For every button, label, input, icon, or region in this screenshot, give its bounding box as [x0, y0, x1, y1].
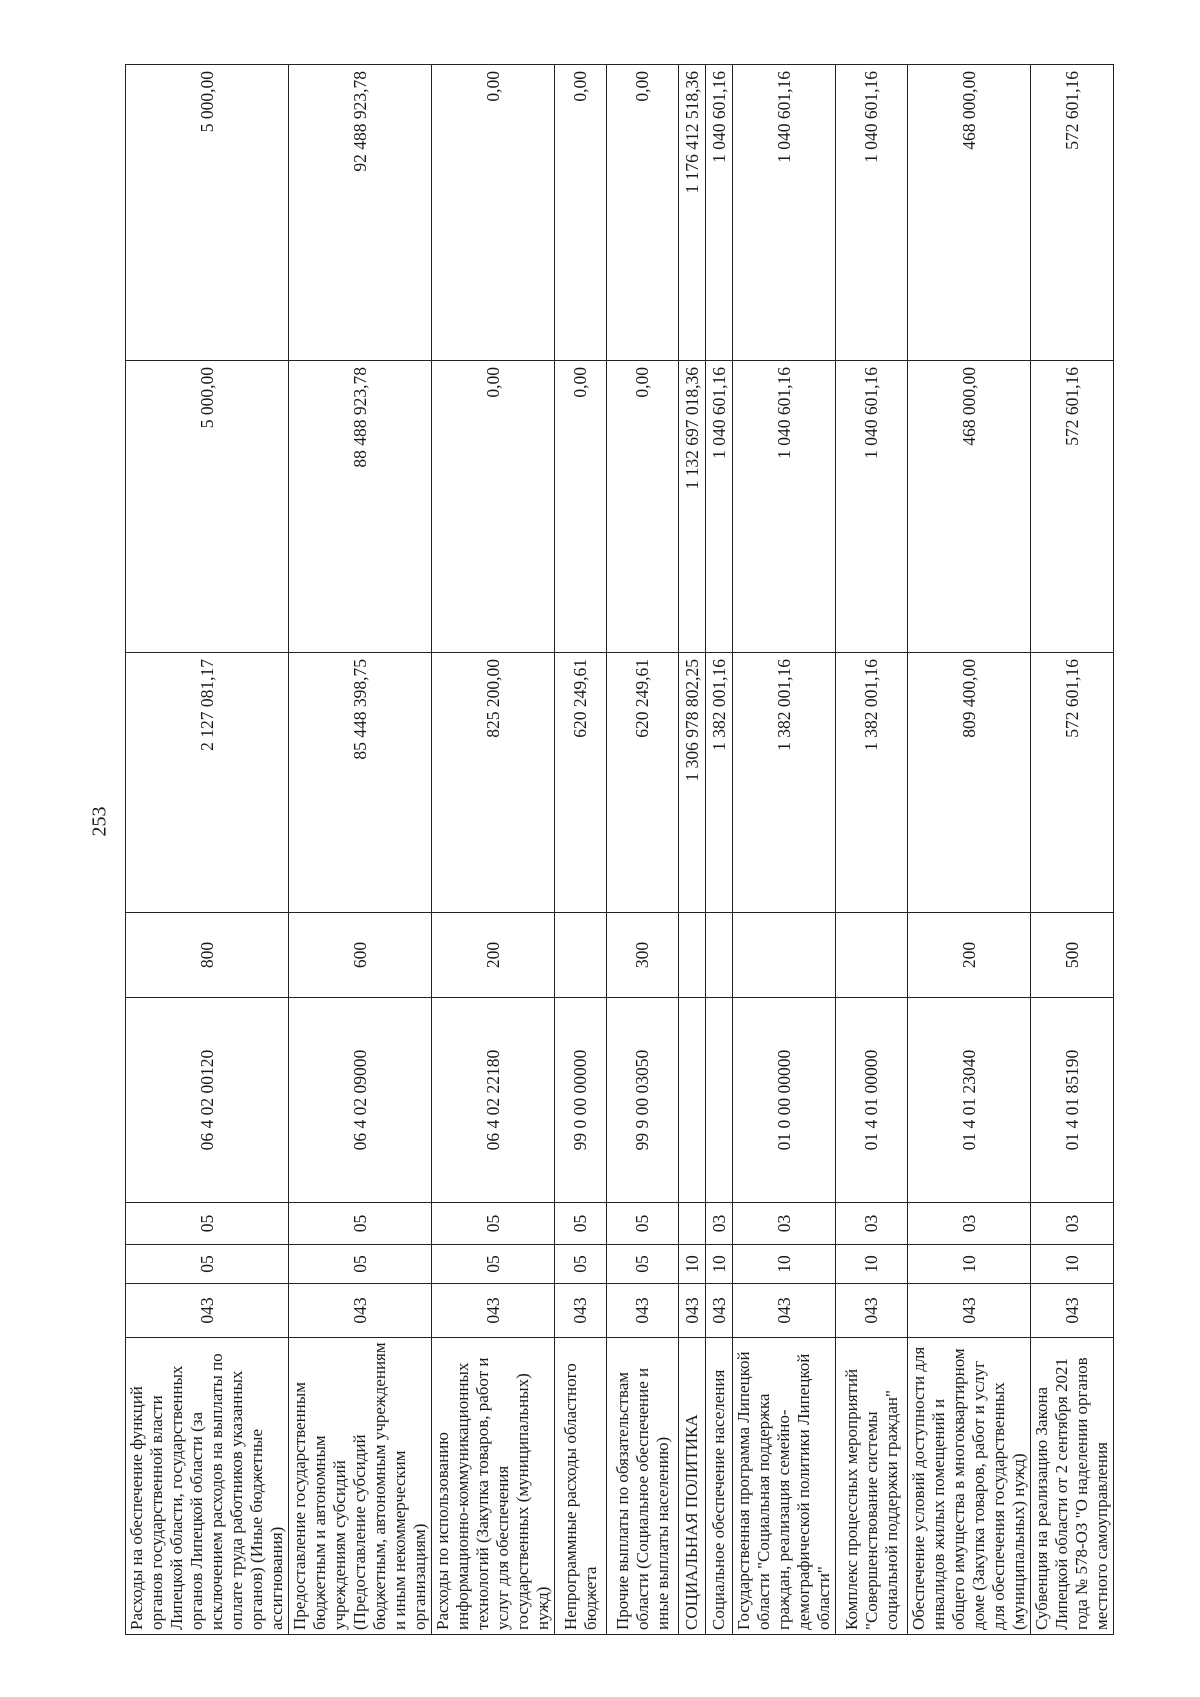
- rotated-page: [125, 65, 1145, 1635]
- subsection-code: 05: [607, 1203, 679, 1245]
- sum-year-2: 1 040 601,16: [733, 361, 836, 653]
- subsection-code: 03: [908, 1203, 1031, 1245]
- glava-code: 043: [555, 1284, 607, 1338]
- row-name: Расходы на обеспечение функций органов государственной власти Липецкой области, государственных органов Липецкой области (за исключением расходов на выплаты по оплате труда работников указанных органов) (Иные бюджетные ассигнования): [126, 1338, 289, 1635]
- target-article-code: 06 4 02 00120: [126, 998, 289, 1203]
- target-article-code: 06 4 02 09000: [289, 998, 432, 1203]
- sum-year-3: 0,00: [555, 65, 607, 361]
- target-article-code: [706, 998, 733, 1203]
- sum-year-1: 620 249,61: [607, 653, 679, 913]
- glava-code: 043: [908, 1284, 1031, 1338]
- target-article-code: 01 4 01 23040: [908, 998, 1031, 1203]
- sum-year-1: 1 382 001,16: [706, 653, 733, 913]
- row-name: Непрограммные расходы областного бюджета: [555, 1338, 607, 1635]
- section-code: 10: [908, 1245, 1031, 1284]
- table-row: [679, 65, 706, 1635]
- sum-year-3: 468 000,00: [908, 65, 1031, 361]
- row-name: Субвенция на реализацию Закона Липецкой области от 2 сентября 2021 года № 578-ОЗ "О наделении органов местного самоуправления: [1031, 1338, 1114, 1635]
- section-code: 05: [607, 1245, 679, 1284]
- sum-year-2: 0,00: [607, 361, 679, 653]
- budget-table: [125, 64, 1114, 1635]
- subsection-code: 03: [836, 1203, 908, 1245]
- subsection-code: 03: [706, 1203, 733, 1245]
- sum-year-2: 1 040 601,16: [836, 361, 908, 653]
- sum-year-3: 5 000,00: [126, 65, 289, 361]
- target-article-code: [679, 998, 706, 1203]
- table-row: [733, 65, 836, 1635]
- table-row: [1031, 65, 1114, 1635]
- sum-year-2: 1 040 601,16: [706, 361, 733, 653]
- row-name: Государственная программа Липецкой области "Социальная поддержка граждан, реализация семейно-демографической политики Липецкой области": [733, 1338, 836, 1635]
- target-article-code: 99 9 00 03050: [607, 998, 679, 1203]
- sum-year-3: 92 488 923,78: [289, 65, 432, 361]
- glava-code: 043: [126, 1284, 289, 1338]
- section-code: 05: [555, 1245, 607, 1284]
- table-row: [432, 65, 555, 1635]
- section-code: 10: [679, 1245, 706, 1284]
- section-code: 10: [706, 1245, 733, 1284]
- expense-type-code: [706, 913, 733, 998]
- sum-year-3: 1 176 412 518,36: [679, 65, 706, 361]
- row-name: Комплекс процессных мероприятий "Совершенствование системы социальной поддержки граждан": [836, 1338, 908, 1635]
- sum-year-2: 572 601,16: [1031, 361, 1114, 653]
- glava-code: 043: [607, 1284, 679, 1338]
- glava-code: 043: [836, 1284, 908, 1338]
- sum-year-2: 88 488 923,78: [289, 361, 432, 653]
- section-code: 05: [126, 1245, 289, 1284]
- expense-type-code: [733, 913, 836, 998]
- sum-year-1: 2 127 081,17: [126, 653, 289, 913]
- sum-year-1: 809 400,00: [908, 653, 1031, 913]
- glava-code: 043: [679, 1284, 706, 1338]
- page-number: 253: [88, 806, 111, 837]
- sum-year-1: 1 382 001,16: [836, 653, 908, 913]
- sum-year-2: 5 000,00: [126, 361, 289, 653]
- sum-year-1: 85 448 398,75: [289, 653, 432, 913]
- expense-type-code: 200: [908, 913, 1031, 998]
- row-name: Прочие выплаты по обязательствам области (Социальное обеспечение и иные выплаты населению): [607, 1338, 679, 1635]
- expense-type-code: 500: [1031, 913, 1114, 998]
- subsection-code: 05: [432, 1203, 555, 1245]
- row-name: СОЦИАЛЬНАЯ ПОЛИТИКА: [679, 1338, 706, 1635]
- sum-year-3: 1 040 601,16: [836, 65, 908, 361]
- subsection-code: 05: [126, 1203, 289, 1245]
- table-row: [555, 65, 607, 1635]
- sum-year-3: 1 040 601,16: [706, 65, 733, 361]
- sum-year-1: 620 249,61: [555, 653, 607, 913]
- target-article-code: 99 0 00 00000: [555, 998, 607, 1203]
- sum-year-2: 0,00: [555, 361, 607, 653]
- row-name: Обеспечение условий доступности для инвалидов жилых помещений и общего имущества в многоквартирном доме (Закупка товаров, работ и услуг для обеспечения государственных (муниципальных) нужд): [908, 1338, 1031, 1635]
- section-code: 05: [289, 1245, 432, 1284]
- sum-year-3: 0,00: [432, 65, 555, 361]
- subsection-code: 03: [733, 1203, 836, 1245]
- table-row: [126, 65, 289, 1635]
- expense-type-code: 600: [289, 913, 432, 998]
- expense-type-code: [679, 913, 706, 998]
- target-article-code: 01 4 01 85190: [1031, 998, 1114, 1203]
- glava-code: 043: [432, 1284, 555, 1338]
- glava-code: 043: [706, 1284, 733, 1338]
- row-name: Расходы по использованию информационно-коммуникационных технологий (Закупка товаров, работ и услуг для обеспечения государственных (муниципальных) нужд): [432, 1338, 555, 1635]
- expense-type-code: 300: [607, 913, 679, 998]
- section-code: 10: [1031, 1245, 1114, 1284]
- table-row: [836, 65, 908, 1635]
- subsection-code: 05: [289, 1203, 432, 1245]
- sum-year-3: 1 040 601,16: [733, 65, 836, 361]
- sum-year-3: 572 601,16: [1031, 65, 1114, 361]
- sum-year-1: 825 200,00: [432, 653, 555, 913]
- sum-year-3: 0,00: [607, 65, 679, 361]
- expense-type-code: 800: [126, 913, 289, 998]
- sum-year-1: 1 306 978 802,25: [679, 653, 706, 913]
- glava-code: 043: [733, 1284, 836, 1338]
- section-code: 05: [432, 1245, 555, 1284]
- table-row: [706, 65, 733, 1635]
- table-row: [607, 65, 679, 1635]
- expense-type-code: [555, 913, 607, 998]
- sum-year-2: 0,00: [432, 361, 555, 653]
- target-article-code: 06 4 02 22180: [432, 998, 555, 1203]
- section-code: 10: [733, 1245, 836, 1284]
- glava-code: 043: [1031, 1284, 1114, 1338]
- expense-type-code: [836, 913, 908, 998]
- row-name: Социальное обеспечение населения: [706, 1338, 733, 1635]
- expense-type-code: 200: [432, 913, 555, 998]
- subsection-code: 05: [555, 1203, 607, 1245]
- target-article-code: 01 4 01 00000: [836, 998, 908, 1203]
- sum-year-2: 468 000,00: [908, 361, 1031, 653]
- target-article-code: 01 0 00 00000: [733, 998, 836, 1203]
- table-row: [289, 65, 432, 1635]
- section-code: 10: [836, 1245, 908, 1284]
- row-name: Предоставление государственным бюджетным и автономным учреждениям субсидий (Предоставление субсидий бюджетным, автономным учреждениям и иным некоммерческим организациям): [289, 1338, 432, 1635]
- table-row: [908, 65, 1031, 1635]
- glava-code: 043: [289, 1284, 432, 1338]
- subsection-code: 03: [1031, 1203, 1114, 1245]
- sum-year-1: 572 601,16: [1031, 653, 1114, 913]
- subsection-code: [679, 1203, 706, 1245]
- sum-year-2: 1 132 697 018,36: [679, 361, 706, 653]
- sum-year-1: 1 382 001,16: [733, 653, 836, 913]
